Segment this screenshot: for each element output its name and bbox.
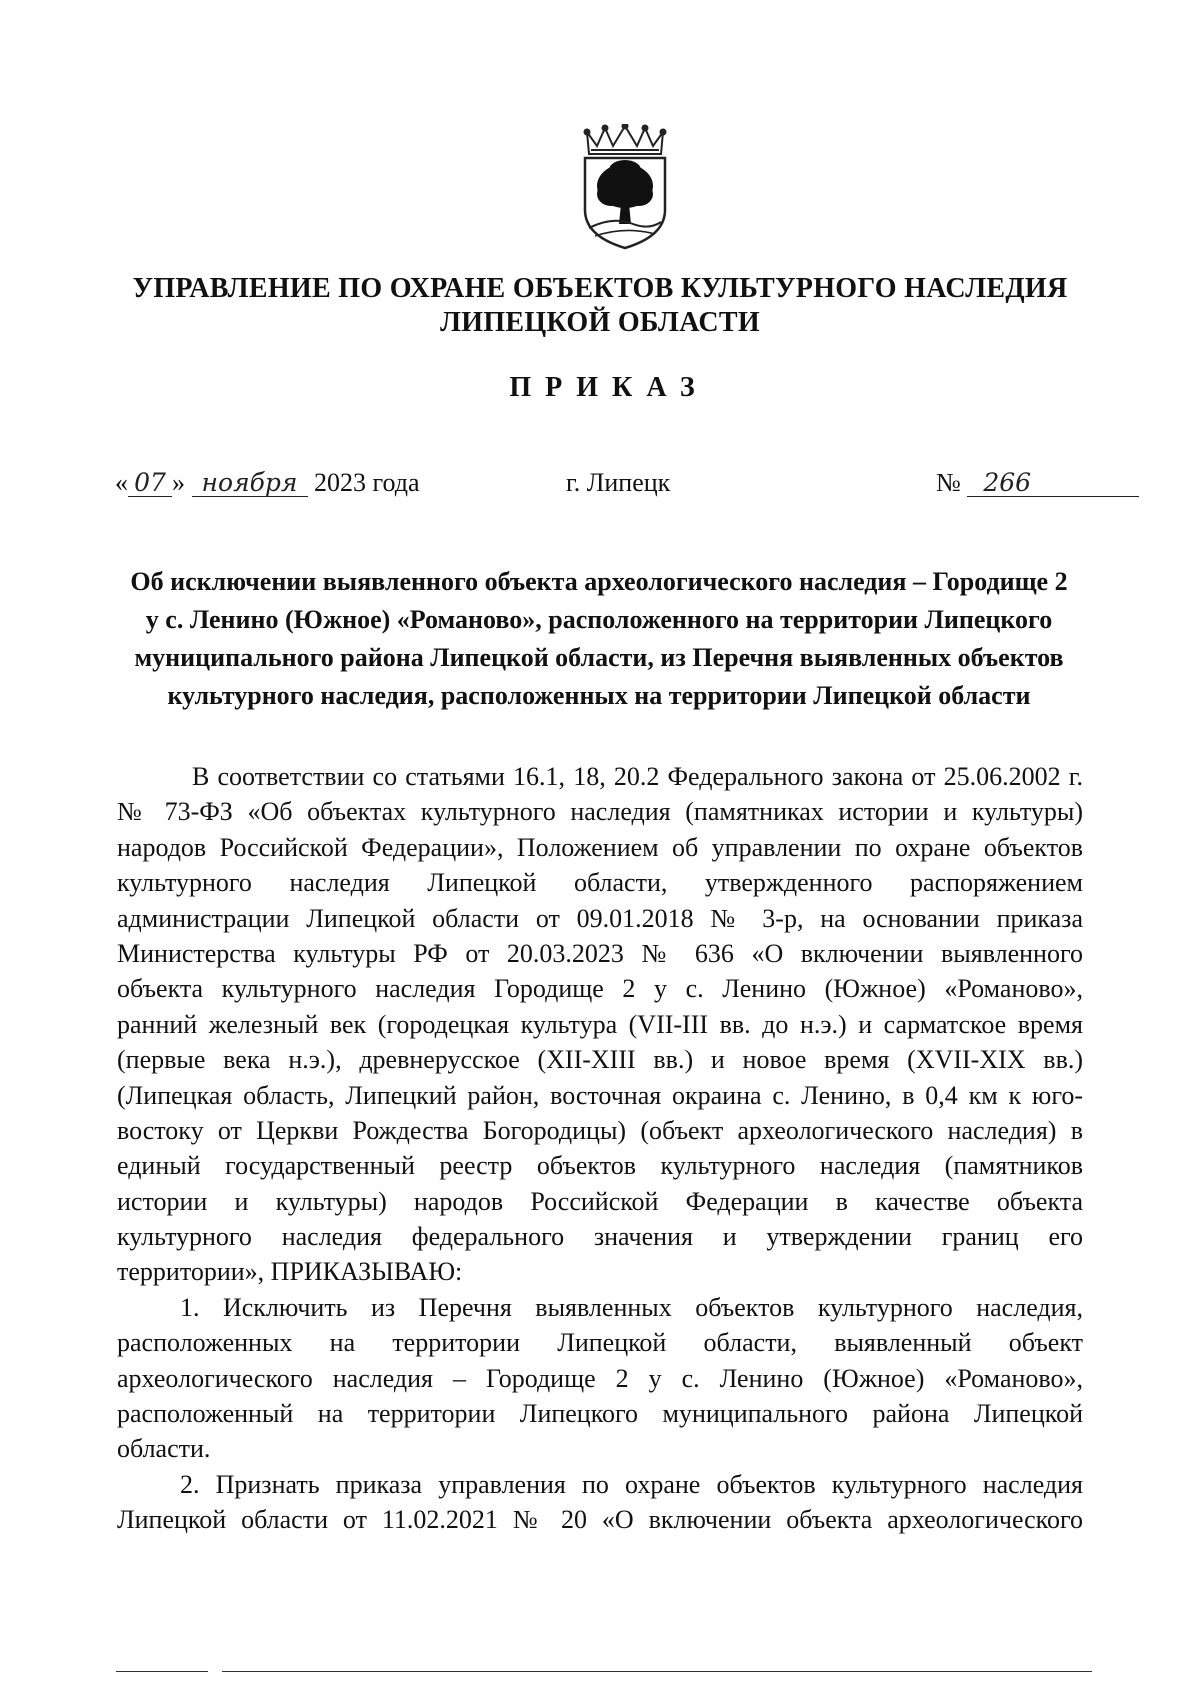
- body-line: востоку от Церкви Рождества Богородицы) (объект археологического наследия) в: [117, 1115, 1083, 1145]
- body-line: № 73-ФЗ «Об объектах культурного наследия (памятниках истории и культуры): [117, 797, 1083, 827]
- handwritten-month: ноября: [201, 468, 298, 497]
- quote-close: »: [172, 468, 185, 497]
- subject-line: Об исключении выявленного объекта археологического наследия – Городище 2: [130, 567, 1068, 596]
- subject-line: муниципального района Липецкой области, из Перечня выявленных объектов: [134, 643, 1064, 672]
- body-line: администрации Липецкой области от 09.01.2018 № 3-р, на основании приказа: [117, 903, 1083, 933]
- subject-line: культурного наследия, расположенных на территории Липецкой области: [167, 681, 1031, 710]
- body-line: территории», ПРИКАЗЫВАЮ:: [117, 1257, 463, 1287]
- document-type-title: ПРИКАЗ: [509, 372, 709, 403]
- body-line: культурного наследия федерального значения и утверждении границ его: [117, 1222, 1083, 1252]
- body-line: Министерства культуры РФ от 20.03.2023 № 636 «О включении выявленного: [117, 938, 1083, 968]
- coat-of-arms-emblem: [573, 124, 677, 250]
- order-date: [115, 468, 420, 498]
- order-subject: [118, 563, 1080, 715]
- quote-open: «: [115, 468, 128, 497]
- body-line: археологического наследия – Городище 2 у с. Ленино (Южное) «Романово»,: [117, 1363, 1083, 1393]
- handwritten-number: 266: [983, 468, 1032, 497]
- body-line: народов Российской Федерации», Положением об управлении по охране объектов: [117, 832, 1083, 862]
- body-line: области.: [117, 1434, 211, 1464]
- footer-rule-short: [116, 1671, 208, 1672]
- body-line: расположенных на территории Липецкой области, выявленный объект: [117, 1328, 1083, 1358]
- org-line-1: УПРАВЛЕНИЕ ПО ОХРАНЕ ОБЪЕКТОВ КУЛЬТУРНОГО НАСЛЕДИЯ: [132, 273, 1068, 304]
- body-line: истории и культуры) народов Российской Федерации в качестве объекта: [117, 1186, 1083, 1216]
- year-text: 2023 года: [314, 468, 420, 497]
- organization-name: [0, 272, 1200, 340]
- subject-line: у с. Ленино (Южное) «Романово», расположенного на территории Липецкого: [145, 605, 1053, 634]
- body-line: Липецкой области от 11.02.2021 № 20 «О включении объекта археологического: [117, 1505, 1083, 1535]
- body-line: расположенный на территории Липецкого муниципального района Липецкой: [117, 1399, 1083, 1429]
- body-line: единый государственный реестр объектов культурного наследия (памятников: [117, 1151, 1083, 1181]
- body-line: 2. Признать приказа управления по охране объектов культурного наследия: [180, 1469, 1083, 1499]
- handwritten-day: 07: [134, 468, 166, 497]
- city-label: г. Липецк: [566, 468, 671, 497]
- body-line: 1. Исключить из Перечня выявленных объектов культурного наследия,: [180, 1292, 1083, 1322]
- body-line: объекта культурного наследия Городище 2 у с. Ленино (Южное) «Романово»,: [117, 974, 1083, 1004]
- body-line: культурного наследия Липецкой области, утвержденного распоряжением: [117, 868, 1083, 898]
- body-line: (первые века н.э.), древнерусское (XII-XIII вв.) и новое время (XVII-XIX вв.): [117, 1045, 1083, 1075]
- order-body: [117, 759, 1083, 1538]
- footer-rule-long: [222, 1671, 1092, 1672]
- org-line-2: ЛИПЕЦКОЙ ОБЛАСТИ: [440, 307, 760, 338]
- order-number: [936, 468, 1139, 498]
- body-line: В соответствии со статьями 16.1, 18, 20.2 Федерального закона от 25.06.2002 г.: [192, 762, 1083, 791]
- body-line: ранний железный век (городецкая культура (VII-III вв. до н.э.) и сарматское время: [117, 1009, 1083, 1039]
- body-line: (Липецкая область, Липецкий район, восточная окраина с. Ленино, в 0,4 км к юго-: [117, 1080, 1083, 1110]
- number-label: №: [936, 468, 961, 497]
